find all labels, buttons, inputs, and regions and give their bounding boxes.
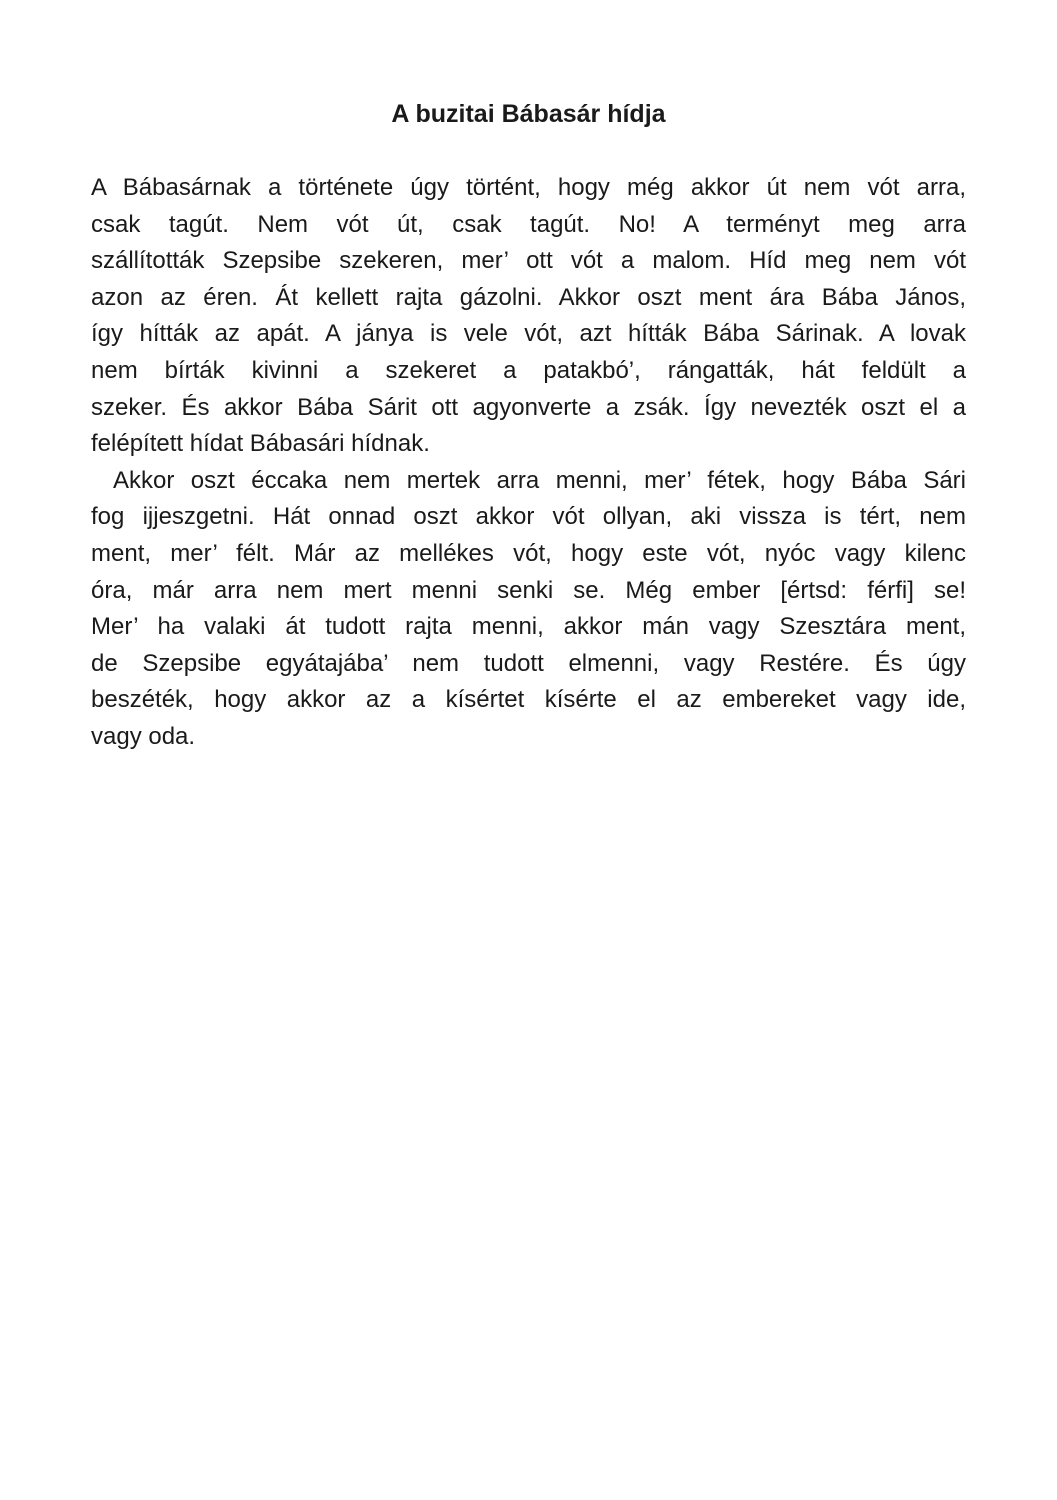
text-line: Akkor oszt éccaka nem mertek arra menni, mer’ fétek, hogy Bába Sári	[113, 466, 966, 494]
text-line: de Szepsibe egyátajába’ nem tudott elmenni, vagy Restére. És úgy	[91, 649, 966, 677]
text-line: szállították Szepsibe szekeren, mer’ ott vót a malom. Híd meg nem vót	[91, 247, 966, 275]
text-line: felépített hídat Bábasári hídnak.	[91, 430, 430, 458]
text-line: fog ijjeszgetni. Hát onnad oszt akkor vót ollyan, aki vissza is tért, nem	[91, 503, 966, 531]
text-line: ment, mer’ félt. Már az mellékes vót, hogy este vót, nyóc vagy kilenc	[91, 539, 966, 567]
document-title: A buzitai Bábasár hídja	[391, 100, 666, 128]
text-line: óra, már arra nem mert menni senki se. Még ember [értsd: férfi] se!	[91, 576, 966, 604]
text-line: csak tagút. Nem vót út, csak tagút. No! A terményt meg arra	[91, 210, 966, 238]
text-line: vagy oda.	[91, 722, 196, 750]
text-line: A Bábasárnak a története úgy történt, hogy még akkor út nem vót arra,	[91, 174, 966, 201]
paragraph-1	[91, 170, 966, 463]
text-line: nem bírták kivinni a szekeret a patakbó’, rángatták, hát feldült a	[91, 356, 966, 384]
text-line: beszéték, hogy akkor az a kísértet kísérte el az embereket vagy ide,	[91, 686, 966, 714]
text-line: így hítták az apát. A jánya is vele vót, azt hítták Bába Sárinak. A lovak	[91, 320, 966, 348]
text-line: szeker. És akkor Bába Sárit ott agyonverte a zsák. Így nevezték oszt el a	[91, 393, 966, 421]
text-line: Mer’ ha valaki át tudott rajta menni, akkor mán vagy Szesztára ment,	[91, 613, 966, 641]
text-line: azon az éren. Át kellett rajta gázolni. Akkor oszt ment ára Bába János,	[91, 283, 966, 311]
paragraph-2	[91, 463, 966, 756]
